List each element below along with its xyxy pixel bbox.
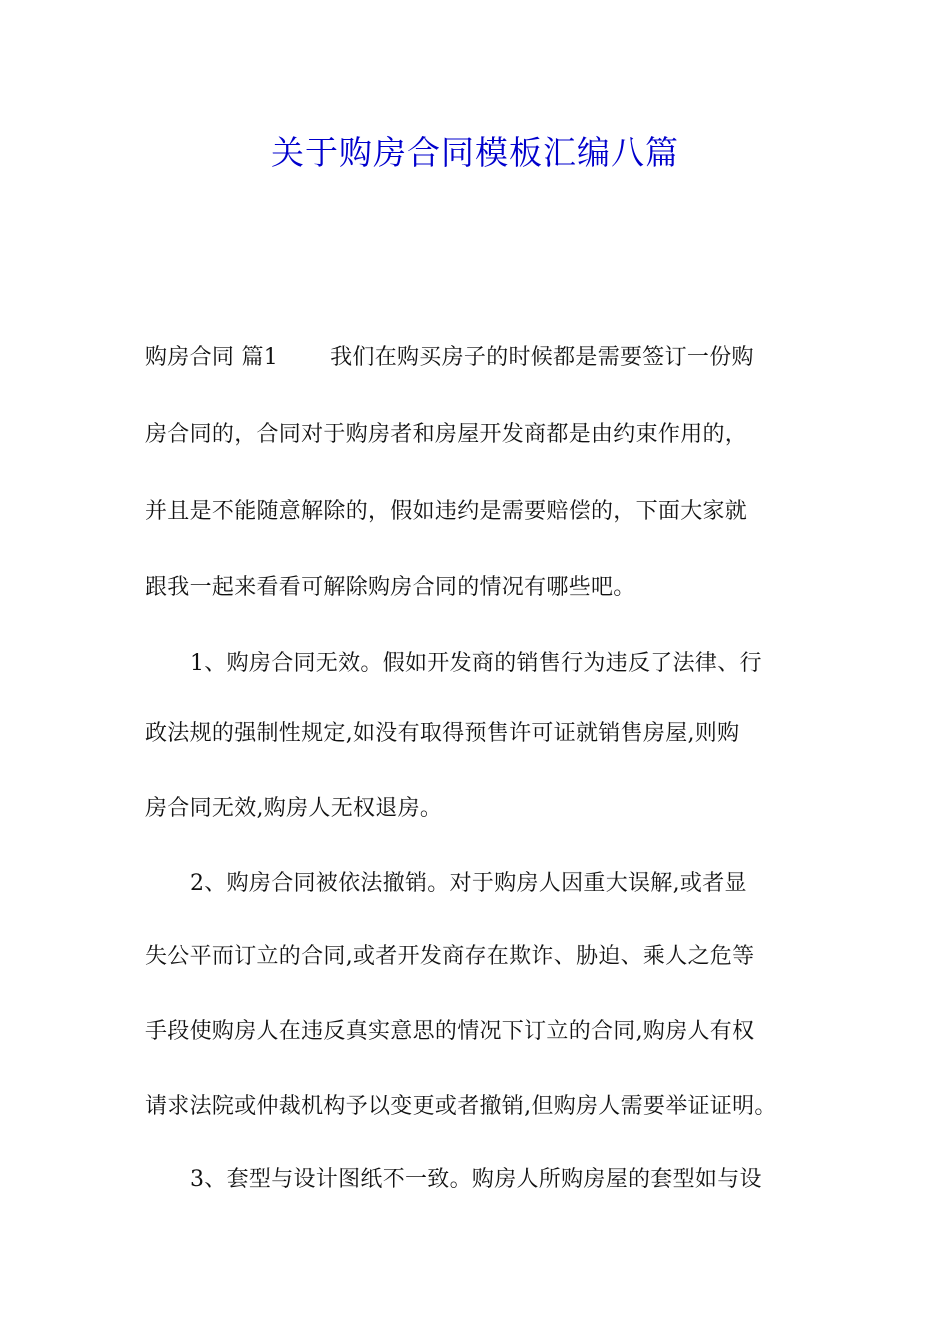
paragraph-line-11: 请求法院或仲裁机构予以变更或者撤销,但购房人需要举证证明。	[145, 1094, 777, 1119]
paragraph-line-6: 政法规的强制性规定,如没有取得预售许可证就销售房屋,则购	[145, 721, 740, 746]
paragraph-line-3: 并且是不能随意解除的，假如违约是需要赔偿的，下面大家就	[145, 499, 748, 524]
section-label: 购房合同 篇1	[145, 345, 279, 370]
paragraph-line-5: 1、购房合同无效。假如开发商的销售行为违反了法律、行	[190, 651, 762, 676]
paragraph-line-1	[145, 342, 825, 374]
paragraph-line-7: 房合同无效,购房人无权退房。	[145, 796, 443, 821]
paragraph-line-12: 3、套型与设计图纸不一致。购房人所购房屋的套型如与设	[190, 1167, 762, 1192]
paragraph-line-9: 失公平而订立的合同,或者开发商存在欺诈、胁迫、乘人之危等	[145, 944, 755, 969]
paragraph-line-1-text: 我们在购买房子的时候都是需要签订一份购	[330, 345, 754, 370]
paragraph-line-10: 手段使购房人在违反真实意思的情况下订立的合同,购房人有权	[145, 1019, 755, 1044]
paragraph-line-2: 房合同的，合同对于购房者和房屋开发商都是由约束作用的，	[145, 422, 748, 447]
document-title: 关于购房合同模板汇编八篇	[271, 133, 679, 172]
paragraph-line-4: 跟我一起来看看可解除购房合同的情况有哪些吧。	[145, 575, 636, 600]
paragraph-line-8: 2、购房合同被依法撤销。对于购房人因重大误解,或者显	[190, 871, 747, 896]
